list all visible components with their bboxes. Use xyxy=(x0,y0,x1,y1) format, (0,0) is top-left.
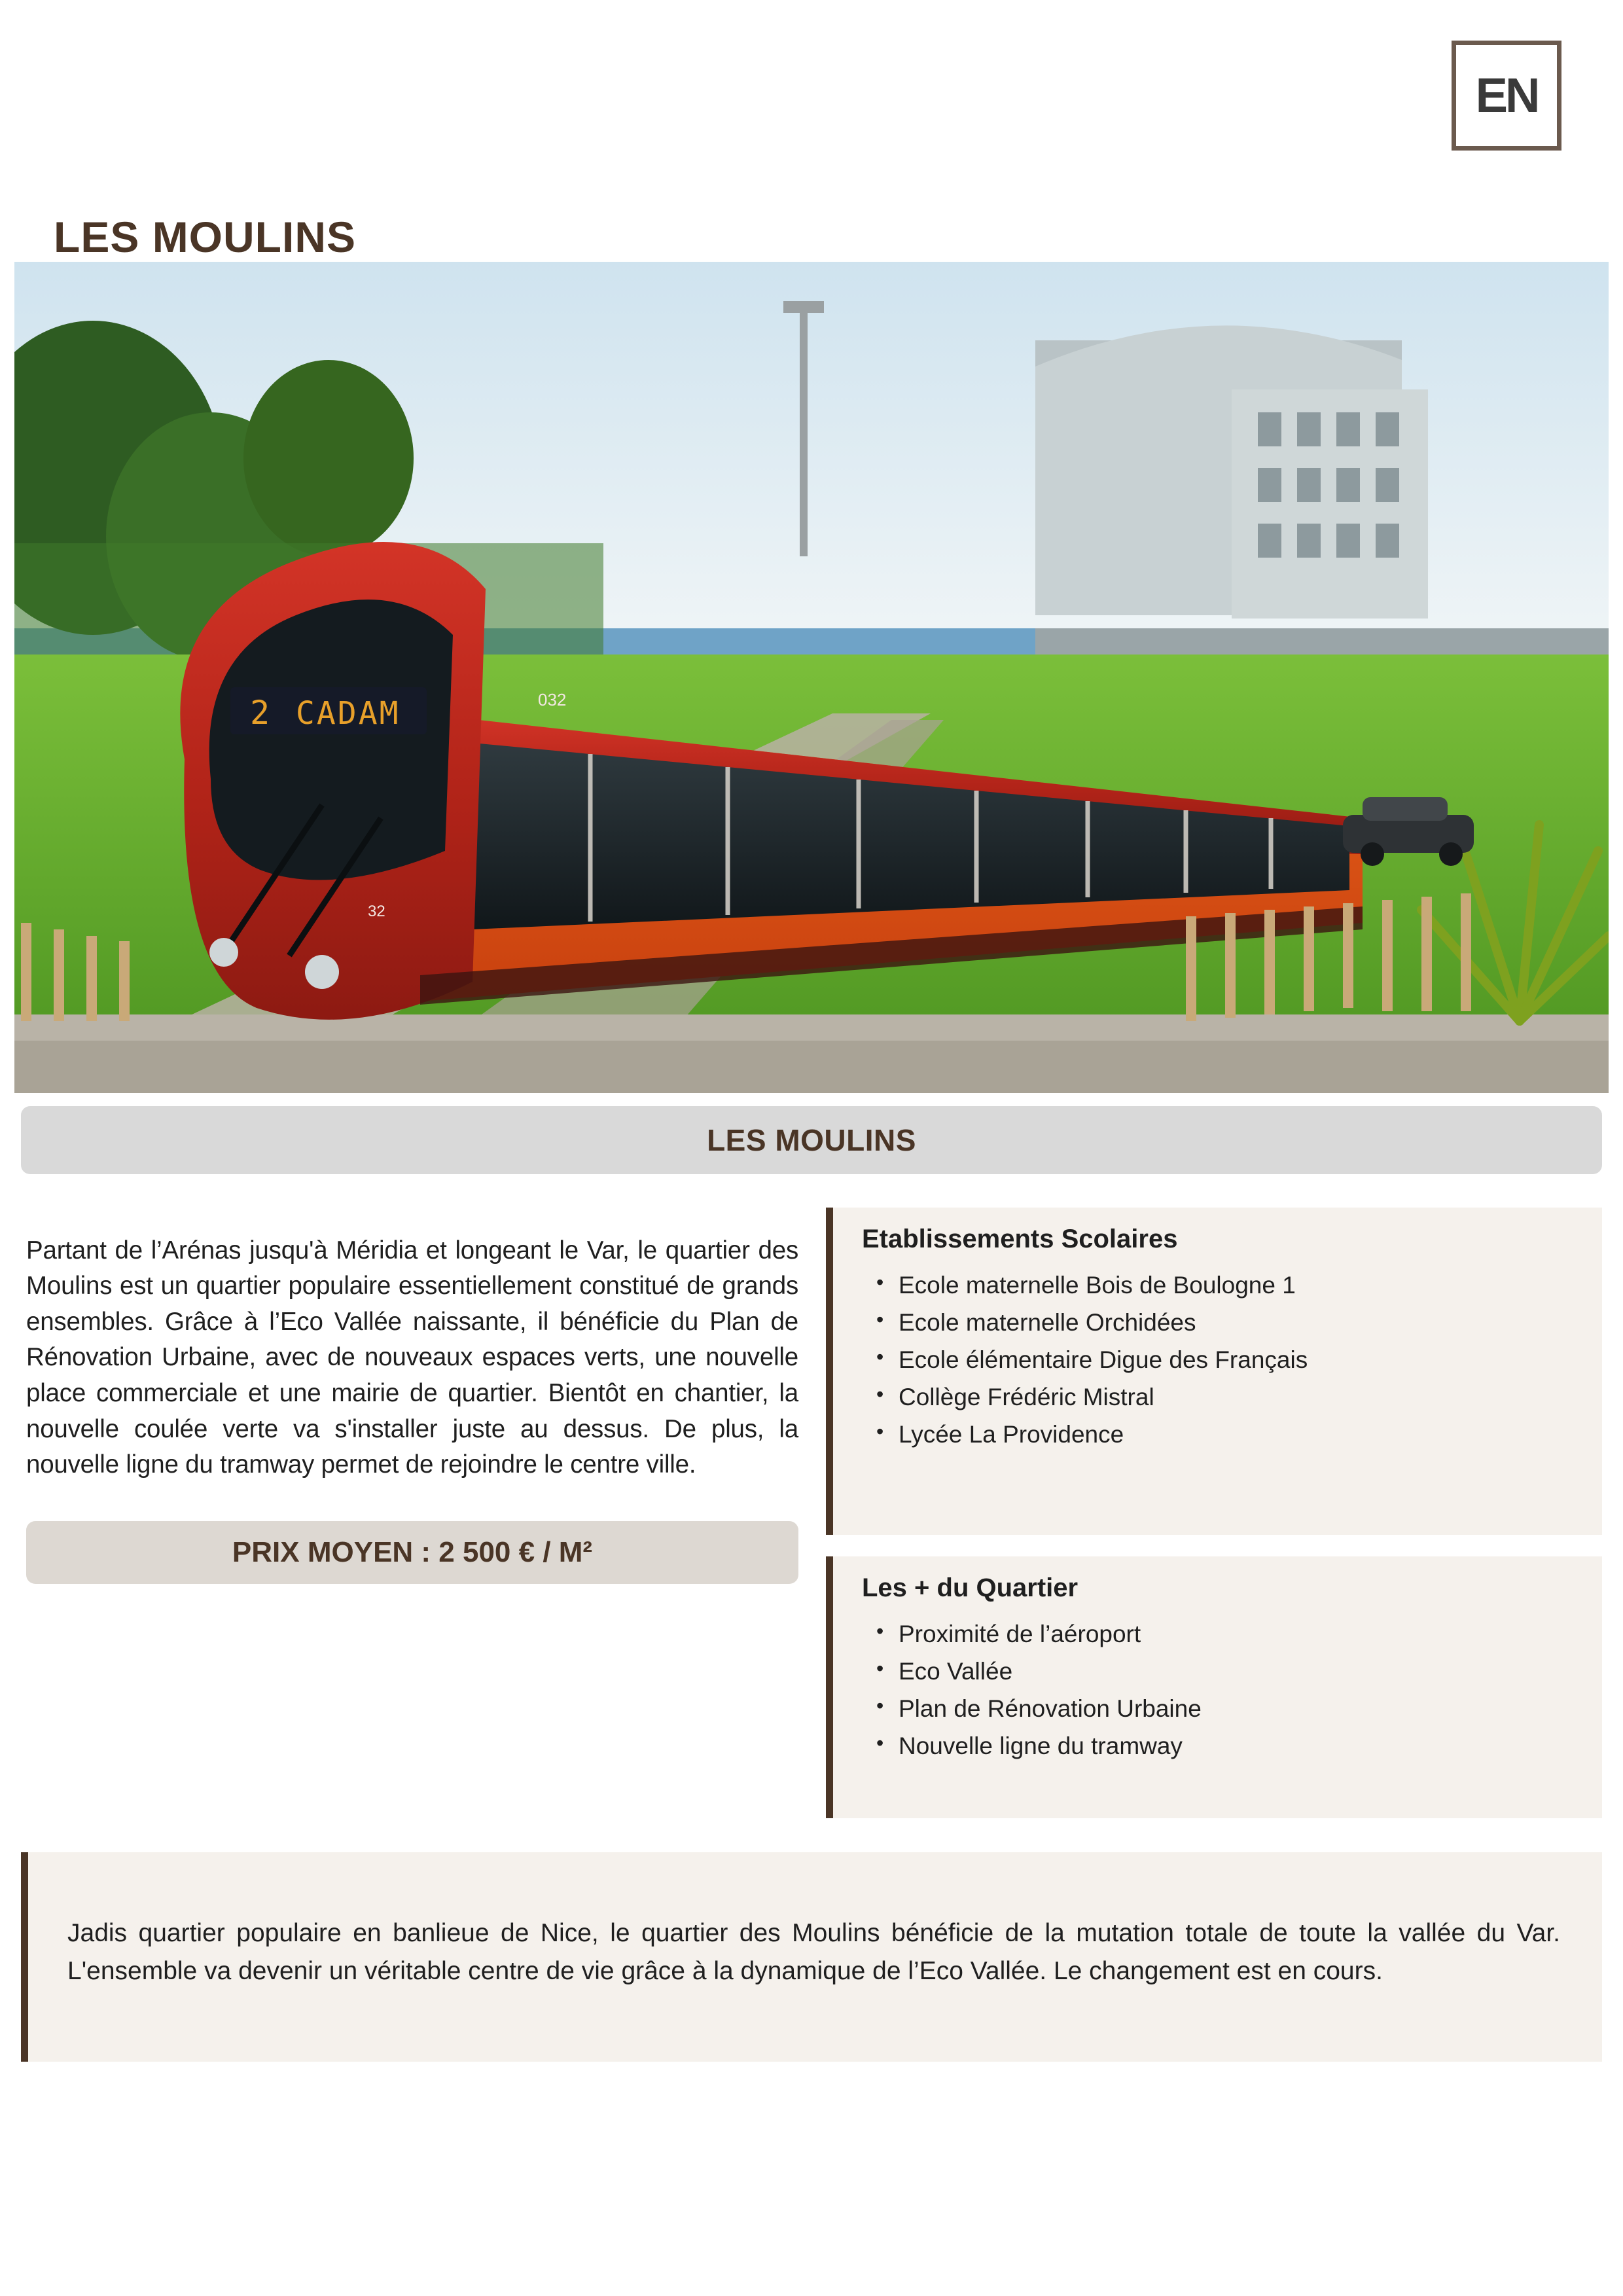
highlights-list xyxy=(862,1616,1576,1765)
highlights-card xyxy=(826,1556,1602,1818)
average-price-label: PRIX MOYEN : 2 500 € / M² xyxy=(232,1536,593,1569)
list-item: • Plan de Rénovation Urbaine xyxy=(899,1691,1576,1728)
schools-list xyxy=(862,1267,1576,1454)
neighborhood-description: Partant de l’Arénas jusqu'à Méridia et longeant le Var, le quartier des Moulins est un quartier populaire essentiellement constitué de grands ensembles. Grâce à l’Eco Vallée naissante, il bénéficie du Plan de Rénovation Urbaine, avec de nouveaux espaces verts, une nouvelle place commerciale et une mairie de quartier. Bientôt en chantier, la nouvelle coulée verte va s'installer juste au dessus. De plus, la nouvelle ligne du tramway permet de rejoindre le centre ville. xyxy=(26,1236,798,1479)
list-item: • Ecole maternelle Orchidées xyxy=(899,1304,1576,1342)
svg-text:CADAM: CADAM xyxy=(296,695,401,732)
average-price-badge xyxy=(26,1521,798,1584)
highlights-card-title: Les + du Quartier xyxy=(862,1573,1079,1602)
list-item: • Nouvelle ligne du tramway xyxy=(899,1728,1576,1765)
list-item: • Ecole maternelle Bois de Boulogne 1 xyxy=(899,1267,1576,1304)
list-item: • Proximité de l’aéroport xyxy=(899,1616,1576,1653)
list-item: • Eco Vallée xyxy=(899,1653,1576,1691)
svg-text:032: 032 xyxy=(538,690,567,709)
svg-text:2: 2 xyxy=(250,694,273,732)
list-item: • Ecole élémentaire Digue des Français xyxy=(899,1342,1576,1379)
page-title: LES MOULINS xyxy=(54,213,357,262)
section-banner xyxy=(21,1106,1602,1174)
summary-note xyxy=(21,1852,1602,2062)
svg-text:32: 32 xyxy=(368,903,385,920)
hero-image xyxy=(14,262,1609,1093)
schools-card xyxy=(826,1208,1602,1535)
section-banner-title: LES MOULINS xyxy=(707,1123,916,1157)
summary-note-text: Jadis quartier populaire en banlieue de Nice, le quartier des Moulins bénéficie de la mutation totale de toute la vallée du Var. L'ensemble va devenir un véritable centre de vie grâce à la dynamique de l’Eco Vallée. Le changement est en cours. xyxy=(67,1919,1560,1985)
brand-logo xyxy=(1452,41,1561,151)
hero-illustration xyxy=(14,262,1609,1093)
brand-logo-text: EN xyxy=(1475,68,1538,122)
schools-card-title: Etablissements Scolaires xyxy=(862,1225,1178,1253)
list-item: • Lycée La Providence xyxy=(899,1416,1576,1454)
left-column xyxy=(26,1208,798,1584)
list-item: • Collège Frédéric Mistral xyxy=(899,1379,1576,1416)
